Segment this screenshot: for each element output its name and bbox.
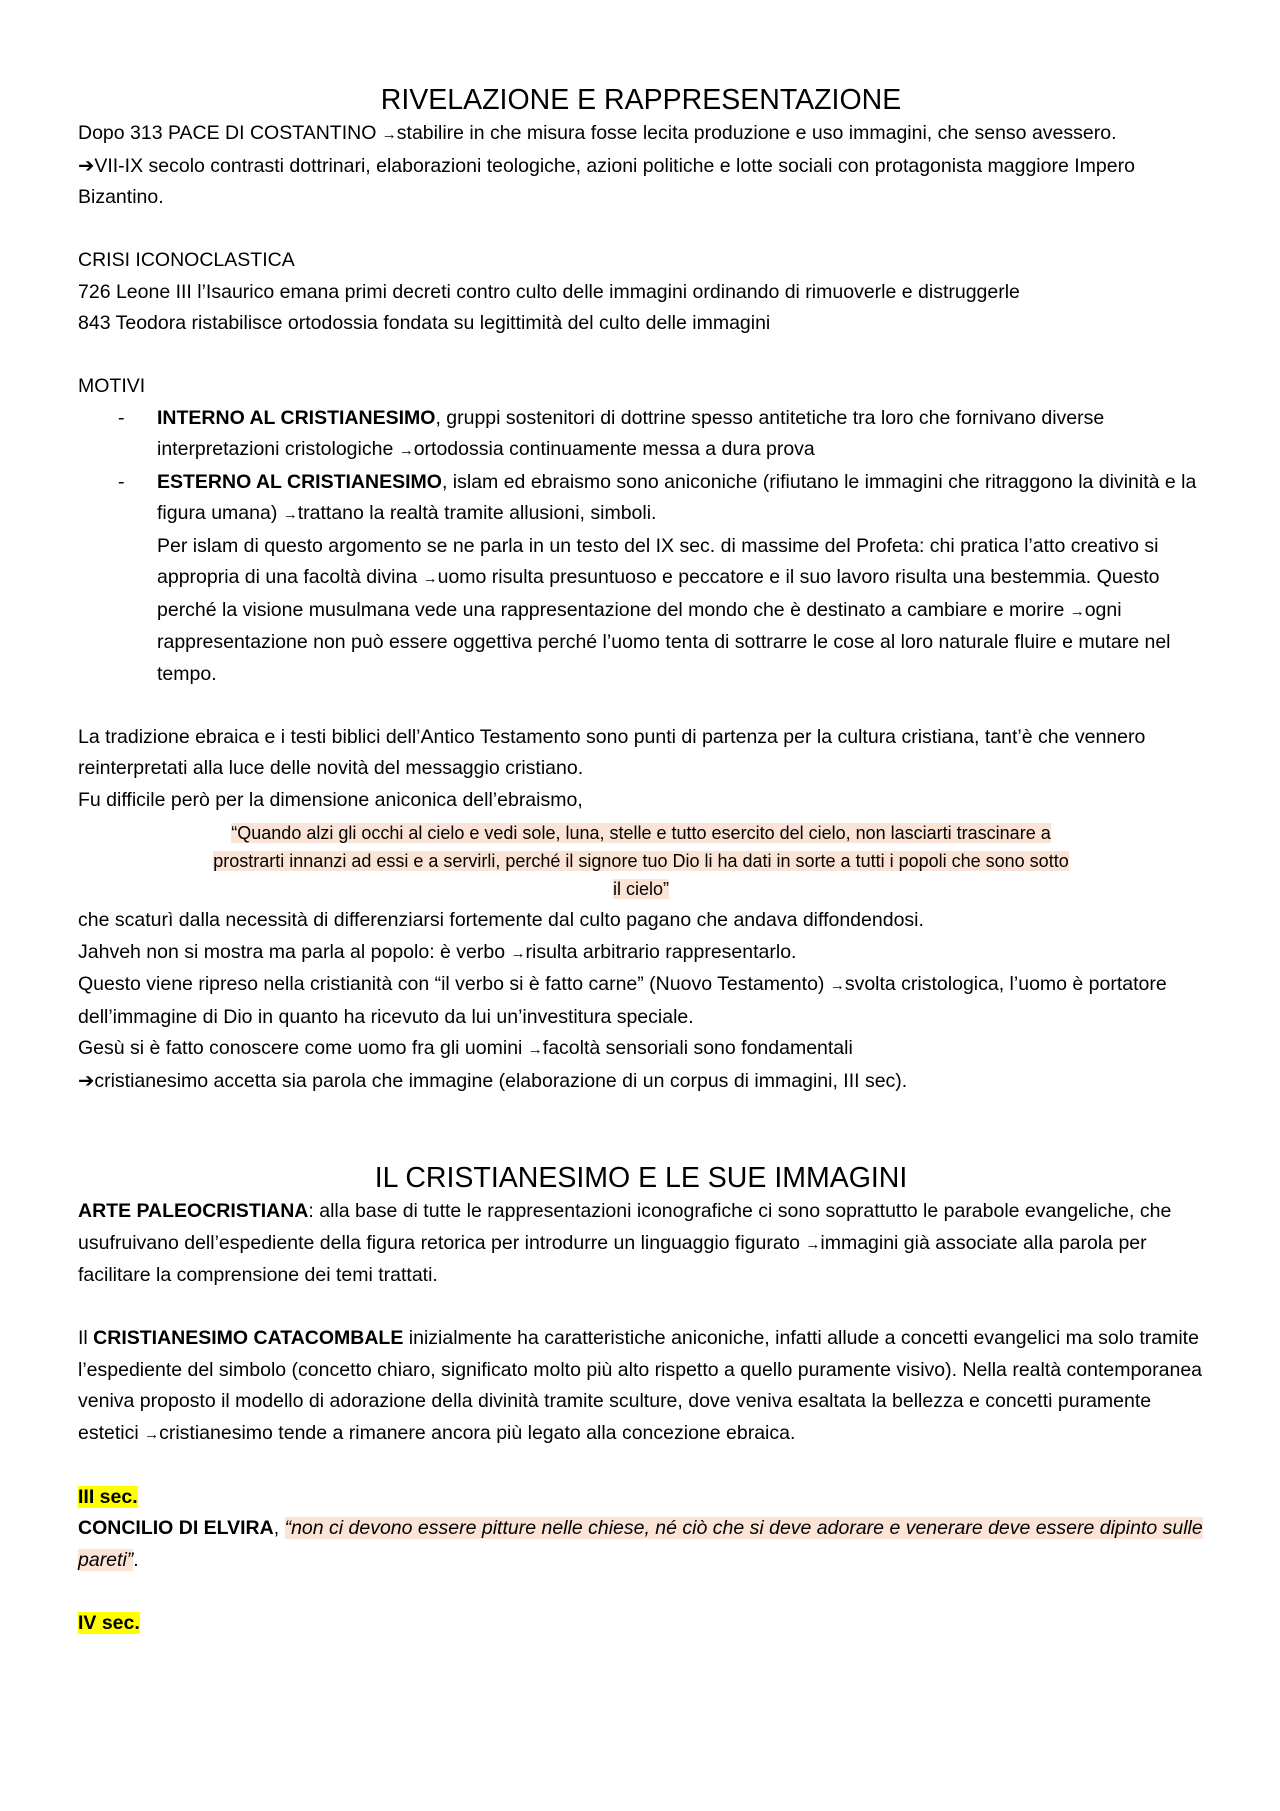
intro2-text: VII-IX secolo contrasti dottrinari, elaborazioni teologiche, azioni politiche e lotte sociali con protagonista maggiore Impero Bizantino. [78,154,1135,208]
motivo2-label: ESTERNO AL CRISTIANESIMO [157,470,442,493]
arrow-icon: → [282,506,298,523]
paragraph-intro2 [78,151,1204,214]
intro-text-a: Dopo 313 PACE DI COSTANTINO [78,122,382,144]
arrow-icon: → [398,442,414,459]
motivo2-text-b: trattano la realtà tramite allusioni, simboli. [297,502,657,524]
arrow-icon: → [527,1041,543,1058]
arrow-icon: → [805,1235,821,1253]
elvira-separator: , [273,1517,285,1539]
crisi-line-726: 726 Leone III l’Isaurico emana primi decreti contro culto delle immagini ordinando di rimuoverle e distruggerle [78,280,1020,303]
bible-quote [78,819,1204,903]
list-item [78,403,1204,467]
quote-line-2: prostrarti innanzi ad essi e a servirli, perché il signore tuo Dio li ha dati in sorte a tutti i popoli che sono sotto [213,851,1069,871]
elvira-end: . [133,1548,139,1571]
section-title-cristianesimo: IL CRISTIANESIMO E LE SUE IMMAGINI [374,1162,908,1194]
quote-line-3: il cielo” [612,879,669,899]
catacombale-paragraph [78,1323,1204,1450]
arrow-icon: → [510,944,526,962]
intro-text-b: stabilire in che misura fosse lecita produzione e uso immagini, che senso avessero. [396,122,1117,144]
verbo-text-a: Questo viene ripreso nella cristianità con “il verbo si è fatto carne” (Nuovo Testamento) [78,973,830,995]
arte-text-b: immagini già associate alla parola per facilitare la comprensione dei temi trattati. [78,1231,1147,1286]
cata-prefix: Il [78,1327,94,1349]
after-quote-1: che scaturì dalla necessità di differenziarsi fortemente dal culto pagano che andava diffondendosi. [78,909,924,931]
elvira-paragraph [78,1513,1204,1576]
cata-text-b: cristianesimo tende a rimanere ancora più legato alla concezione ebraica. [159,1421,796,1444]
arrow-icon: → [422,570,438,587]
quote-line-1: “Quando alzi gli occhi al cielo e vedi sole, luna, stelle e tutto esercito del cielo, non lasciarti trascinare a [231,823,1051,843]
islam-text-b: uomo risulta presuntuoso e peccatore e il suo lavoro risulta una bestemmia. Questo perché la visione musulmana vede una rappresentazione del mondo che è destinato a cambiare e morire [157,566,1160,621]
motivo2-text-a: , islam ed ebraismo sono aniconiche (rifiutano le immagini che ritraggono la divinità e la figura umana) [157,470,1197,524]
motivi-list [78,403,1204,691]
after-quote-4 [78,1033,1204,1066]
elvira-label: CONCILIO DI ELVIRA [78,1517,274,1539]
arrow-icon: → [1069,602,1085,620]
islam-text-a: Per islam di questo argomento se ne parla in un testo del IX sec. di massime del Profeta: chi pratica l’atto creativo si appropria di una facoltà divina [157,534,1159,588]
arrow-icon: → [144,1425,160,1443]
crisi-line-843: 843 Teodora ristabilisce ortodossia fondata su legittimità del culto delle immagini [78,312,771,334]
section-title-rivelazione: RIVELAZIONE E RAPPRESENTAZIONE [380,84,902,116]
list-item [78,467,1204,691]
verbo-text-b: svolta cristologica, l’uomo è portatore dell’immagine di Dio in quanto ha ricevuto da lui un’investitura speciale. [78,973,1167,1028]
motivo1-text-b: ortodossia continuamente messa a dura prova [413,438,815,460]
after-quote-3 [78,969,1204,1033]
arte-label: ARTE PALEOCRISTIANA [78,1200,309,1222]
bold-arrow-icon: ➔ [78,1069,95,1092]
century-iv-label: IV sec. [78,1611,140,1634]
tradizione-line2: Fu difficile però per la dimensione aniconica dell’ebraismo, [78,788,583,811]
jahveh-text-a: Jahveh non si mostra ma parla al popolo: è verbo [78,940,511,963]
cata-text-a: inizialmente ha caratteristiche aniconiche, infatti allude a concetti evangelici ma solo tramite l’espediente del simbolo (concetto chiaro, significato molto più alto rispetto a quello puramente visivo). Nella realtà contemporanea veniva proposto il modello di adorazione della divinità tramite sculture, dove veniva esaltata la bellezza e concetti puramente estetici [78,1327,1203,1444]
century-iv-heading [78,1608,1204,1640]
century-iii-label: III sec. [78,1485,138,1508]
paragraph-intro [78,118,1204,151]
crisi-heading: CRISI ICONOCLASTICA [78,249,295,271]
islam-text-c: ogni rappresentazione non può essere oggettiva perché l’uomo tenta di sottrarre le cose al loro naturale fluire e mutare nel tempo. [157,598,1171,685]
motivo1-text-a: , gruppi sostenitori di dottrine spesso antitetiche tra loro che fornivano diverse interpretazioni cristologiche [157,406,1105,460]
tradizione-paragraph: La tradizione ebraica e i testi biblici dell’Antico Testamento sono punti di partenza per la cultura cristiana, tant’è che vennero reinterpretati alla luce delle novità del messaggio cristiano. [78,725,1146,779]
gesu-text-a: Gesù si è fatto conoscere come uomo fra gli uomini [78,1037,528,1059]
after-quote-2 [78,937,1204,970]
arte-text-a: : alla base di tutte le rappresentazioni iconografiche ci sono soprattutto le parabole evangeliche, che usufruivano dell’espediente della figura retorica per introdurre un linguaggio figurato [78,1200,1172,1254]
cata-label: CRISTIANESIMO CATACOMBALE [93,1327,404,1349]
motivo1-label: INTERNO AL CRISTIANESIMO [157,406,436,429]
arrow-icon: → [829,977,845,994]
gesu-text-b: facoltà sensoriali sono fondamentali [542,1037,853,1059]
century-iii-heading [78,1482,1204,1514]
arte-paleocristiana-paragraph [78,1196,1204,1292]
dash-bullet: - [118,470,125,493]
elvira-quote: “non ci devono essere pitture nelle chiese, né ciò che si deve adorare e venerare deve essere dipinto sulle pareti” [78,1517,1203,1571]
cristianesimo-text: cristianesimo accetta sia parola che immagine (elaborazione di un corpus di immagini, III sec). [94,1069,908,1092]
jahveh-text-b: risulta arbitrario rappresentarlo. [525,940,797,963]
motivi-heading: MOTIVI [78,375,146,397]
bold-arrow-icon: ➔ [78,154,95,177]
dash-bullet: - [118,406,125,429]
arrow-icon: → [381,126,397,143]
after-quote-5 [78,1066,1204,1098]
